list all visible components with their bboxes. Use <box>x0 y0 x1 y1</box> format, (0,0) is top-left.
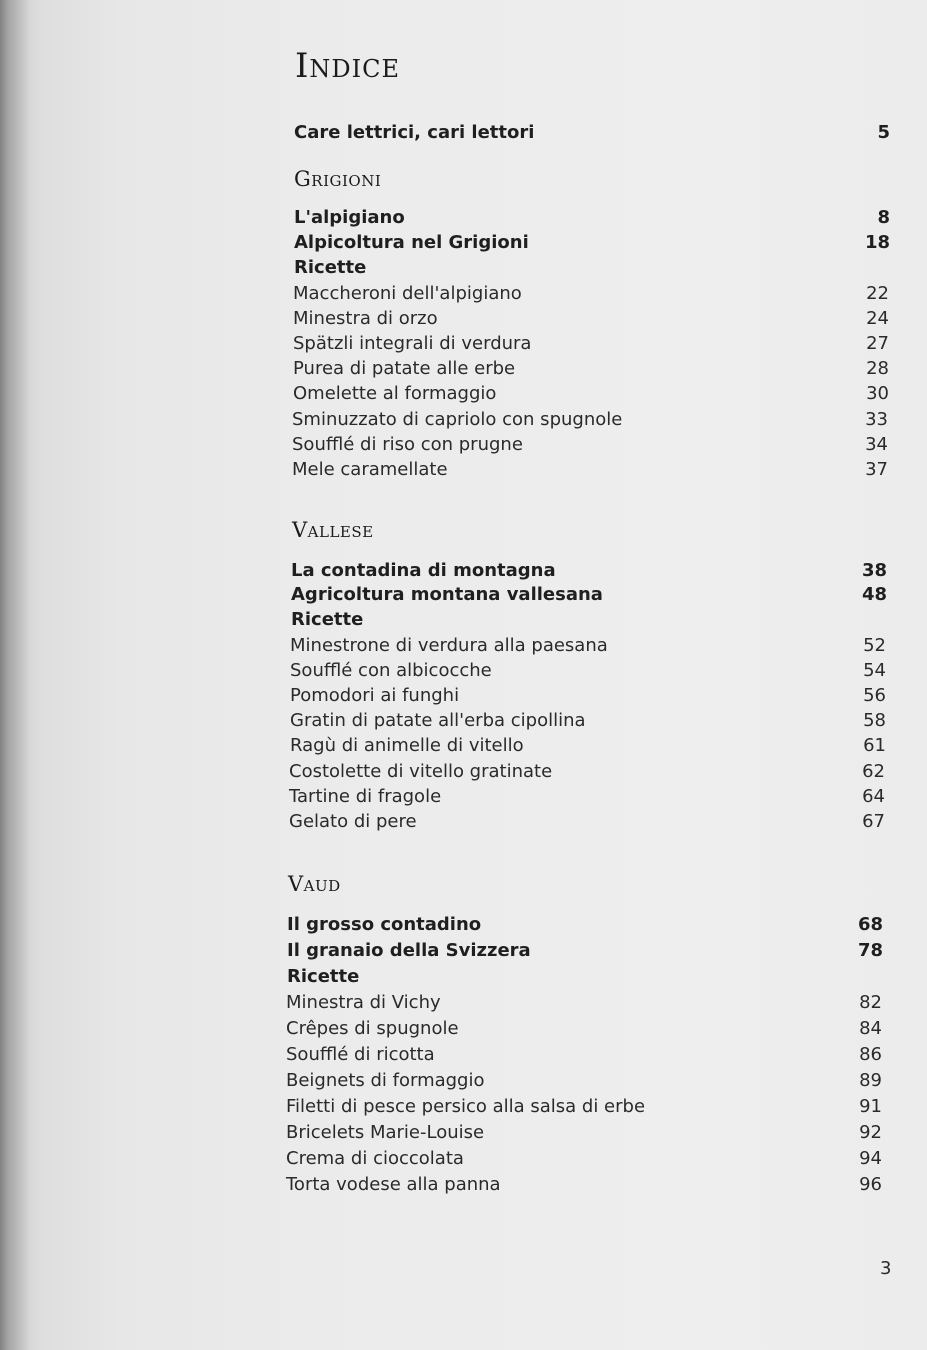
toc-recipe <box>293 281 889 306</box>
page-number: 3 <box>880 1258 892 1279</box>
toc-recipe <box>293 381 889 406</box>
toc-entry-page: 18 <box>864 232 890 253</box>
toc-feature <box>294 230 890 255</box>
toc-entry-page: 61 <box>863 735 886 756</box>
toc-feature <box>291 558 887 583</box>
toc-entry-page: 34 <box>865 434 888 455</box>
toc-entry-page: 91 <box>859 1096 882 1117</box>
toc-entry-label: Purea di patate alle erbe <box>293 358 516 379</box>
toc-entry-label: Ragù di animelle di vitello <box>290 735 524 756</box>
toc-entry-page: 86 <box>859 1044 882 1065</box>
toc-entry-page: 94 <box>859 1148 882 1169</box>
toc-entry-label: Bricelets Marie-Louise <box>286 1122 485 1143</box>
toc-recipe <box>289 784 885 809</box>
toc-entry-label: Spätzli integrali di verdura <box>293 333 532 354</box>
toc-entry-label: Soufflé con albicocche <box>290 660 492 681</box>
toc-recipe <box>292 457 888 482</box>
toc-entry-page: 56 <box>863 685 886 706</box>
section-heading-vallese: Vallese <box>292 518 374 542</box>
toc-entry-page: 28 <box>866 358 889 379</box>
toc-feature <box>287 912 883 937</box>
toc-entry-label: Agricoltura montana vallesana <box>291 584 603 605</box>
toc-recipe <box>290 683 886 708</box>
toc-entry-label: Tartine di fragole <box>289 786 442 807</box>
toc-feature <box>291 582 887 607</box>
toc-entry-label: Minestra di Vichy <box>286 992 441 1013</box>
toc-entry-label: Filetti di pesce persico alla salsa di erbe <box>286 1096 646 1117</box>
toc-entry-page: 52 <box>863 635 886 656</box>
toc-entry-page: 82 <box>859 992 882 1013</box>
toc-entry-label: Il grosso contadino <box>287 914 482 935</box>
toc-entry-page: 62 <box>862 761 885 782</box>
toc-entry-label: Soufflé di ricotta <box>286 1044 435 1065</box>
recipes-heading <box>291 607 887 632</box>
toc-recipe <box>286 990 882 1015</box>
toc-entry-page: 67 <box>862 811 885 832</box>
toc-entry-label: Alpicoltura nel Grigioni <box>294 232 529 253</box>
toc-recipe <box>286 1068 882 1093</box>
toc-entry-page: 8 <box>877 207 890 228</box>
toc-entry-page: 89 <box>859 1070 882 1091</box>
toc-feature <box>287 938 883 963</box>
toc-entry-page: 38 <box>861 560 887 581</box>
toc-entry-label: Minestrone di verdura alla paesana <box>290 635 608 656</box>
toc-entry-label: Beignets di formaggio <box>286 1070 485 1091</box>
toc-entry-page: 24 <box>866 308 889 329</box>
toc-entry-page: 58 <box>863 710 886 731</box>
toc-recipe <box>286 1120 882 1145</box>
toc-recipe <box>290 658 886 683</box>
toc-entry-label: Crema di cioccolata <box>286 1148 464 1169</box>
toc-entry-label: Ricette <box>291 609 364 630</box>
toc-recipe <box>290 633 886 658</box>
toc-entry-page: 54 <box>863 660 886 681</box>
toc-entry-label: Ricette <box>294 257 367 278</box>
section-heading-vaud: Vaud <box>288 872 341 896</box>
toc-entry-label: Torta vodese alla panna <box>286 1174 501 1195</box>
toc-recipe <box>292 407 888 432</box>
toc-entry-page: 84 <box>859 1018 882 1039</box>
toc-entry-label: Care lettrici, cari lettori <box>294 122 535 143</box>
toc-entry-label: L'alpigiano <box>294 207 405 228</box>
toc-entry-label: Gelato di pere <box>289 811 417 832</box>
page-title: Indice <box>295 46 401 86</box>
toc-entry-intro <box>294 120 890 145</box>
toc-entry-page: 92 <box>859 1122 882 1143</box>
toc-entry-label: Crêpes di spugnole <box>286 1018 459 1039</box>
toc-recipe <box>286 1016 882 1041</box>
toc-recipe <box>293 306 889 331</box>
toc-entry-page: 68 <box>857 914 883 935</box>
toc-entry-page: 5 <box>877 122 890 143</box>
toc-entry-page: 64 <box>862 786 885 807</box>
toc-entry-label: Soufflé di riso con prugne <box>292 434 523 455</box>
toc-entry-page: 27 <box>866 333 889 354</box>
toc-entry-label: Il granaio della Svizzera <box>287 940 531 961</box>
toc-entry-page: 30 <box>866 383 889 404</box>
section-heading-grigioni: Grigioni <box>294 167 382 191</box>
toc-recipe <box>293 356 889 381</box>
toc-recipe <box>286 1042 882 1067</box>
toc-entry-label: Ricette <box>287 966 360 987</box>
toc-entry-label: Omelette al formaggio <box>293 383 497 404</box>
toc-recipe <box>292 432 888 457</box>
toc-recipe <box>286 1146 882 1171</box>
toc-entry-label: Sminuzzato di capriolo con spugnole <box>292 409 623 430</box>
toc-recipe <box>289 809 885 834</box>
toc-recipe <box>290 708 886 733</box>
toc-entry-page: 96 <box>859 1174 882 1195</box>
toc-recipe <box>286 1172 882 1197</box>
recipes-heading <box>294 255 890 280</box>
toc-entry-label: Mele caramellate <box>292 459 448 480</box>
toc-recipe <box>293 331 889 356</box>
toc-entry-page: 22 <box>866 283 889 304</box>
gutter-shadow <box>0 0 30 1350</box>
toc-recipe <box>290 733 886 758</box>
toc-entry-page: 37 <box>865 459 888 480</box>
toc-entry-page: 78 <box>857 940 883 961</box>
toc-entry-page: 33 <box>865 409 888 430</box>
toc-entry-label: Maccheroni dell'alpigiano <box>293 283 522 304</box>
toc-entry-label: Pomodori ai funghi <box>290 685 460 706</box>
toc-entry-label: Costolette di vitello gratinate <box>289 761 553 782</box>
toc-entry-page: 48 <box>861 584 887 605</box>
toc-entry-label: La contadina di montagna <box>291 560 556 581</box>
toc-entry-label: Gratin di patate all'erba cipollina <box>290 710 586 731</box>
recipes-heading <box>287 964 883 989</box>
toc-entry-label: Minestra di orzo <box>293 308 438 329</box>
toc-recipe <box>286 1094 882 1119</box>
toc-recipe <box>289 759 885 784</box>
toc-feature <box>294 205 890 230</box>
